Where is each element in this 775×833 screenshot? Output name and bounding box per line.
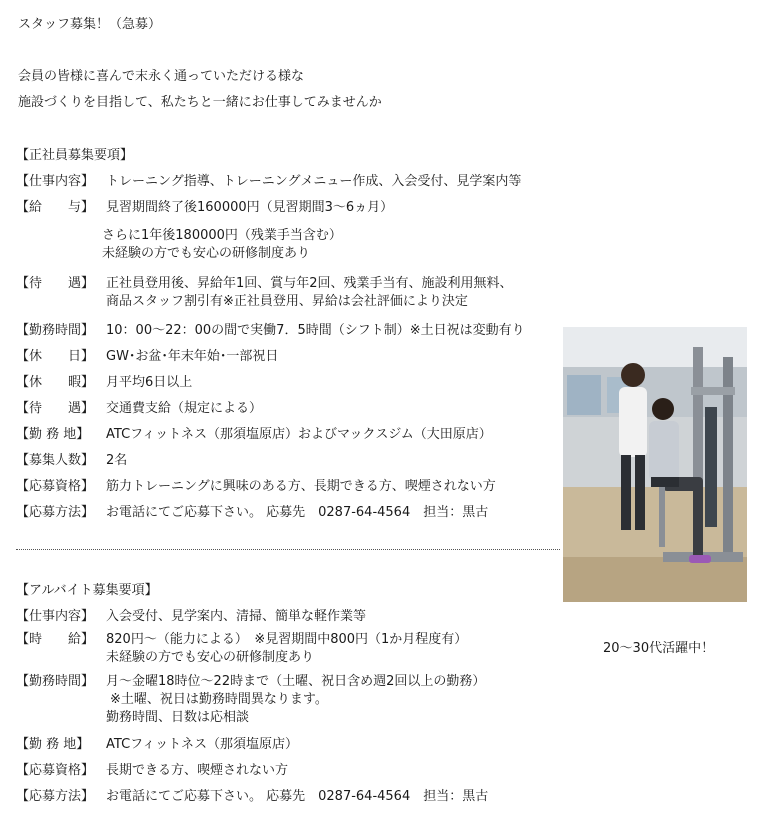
fulltime-benefit-label: 【待 遇】 <box>16 401 95 416</box>
fulltime-treatment-value-2: 商品スタッフ割引有※正社員登用、昇給は会社評価により決定 <box>106 294 468 309</box>
fulltime-apply-value: お電話にてご応募下さい。 応募先 0287-64-4564 担当：黒古 <box>106 505 489 520</box>
fulltime-job-value: トレーニング指導、トレーニングメニュー作成、入会受付、見学案内等 <box>106 174 522 189</box>
parttime-location-value: ATCフィットネス（那須塩原店） <box>106 737 298 752</box>
gym-training-photo <box>563 327 747 602</box>
parttime-wage-label: 【時 給】 <box>16 632 95 647</box>
photo-caption: 20～30代活躍中！ <box>603 641 715 656</box>
fulltime-treatment-label: 【待 遇】 <box>16 276 95 291</box>
intro-line-2: 施設づくりを目指して、私たちと一緒にお仕事してみませんか <box>18 95 382 110</box>
parttime-hours-value-3: 勤務時間、日数は応相談 <box>106 710 250 725</box>
parttime-location-label: 【勤 務 地】 <box>16 737 90 752</box>
section-divider <box>16 549 560 550</box>
parttime-apply-label: 【応募方法】 <box>16 789 95 804</box>
fulltime-vacation-label: 【休 暇】 <box>16 375 95 390</box>
fulltime-location-label: 【勤 務 地】 <box>16 427 90 442</box>
parttime-hours-label: 【勤務時間】 <box>16 674 95 689</box>
parttime-job-label: 【仕事内容】 <box>16 609 95 624</box>
fulltime-salary-value-3: 未経験の方でも安心の研修制度あり <box>102 246 311 261</box>
fulltime-vacation-value: 月平均6日以上 <box>106 375 193 390</box>
parttime-wage-value-1: 820円～（能力による） ※見習期間中800円（1か月程度有） <box>106 632 468 647</box>
fulltime-heading: 【正社員募集要項】 <box>16 148 134 163</box>
fulltime-location-value: ATCフィットネス（那須塩原店）およびマックスジム（大田原店） <box>106 427 492 442</box>
fulltime-qualification-value: 筋力トレーニングに興味のある方、長期できる方、喫煙されない方 <box>106 479 496 494</box>
fulltime-apply-label: 【応募方法】 <box>16 505 95 520</box>
fulltime-benefit-value: 交通費支給（規定による） <box>106 401 263 416</box>
intro-line-1: 会員の皆様に喜んで末永く通っていただける様な <box>18 69 305 84</box>
parttime-hours-value-1: 月～金曜18時位～22時まで（土曜、祝日含め週2回以上の勤務） <box>106 674 486 689</box>
fulltime-count-value: 2名 <box>106 453 128 468</box>
parttime-apply-value: お電話にてご応募下さい。 応募先 0287-64-4564 担当：黒古 <box>106 789 489 804</box>
page-title: スタッフ募集！（急募） <box>18 17 162 32</box>
fulltime-treatment-value-1: 正社員登用後、昇給年1回、賞与年2回、残業手当有、施設利用無料、 <box>106 276 513 291</box>
fulltime-qualification-label: 【応募資格】 <box>16 479 95 494</box>
fulltime-salary-label: 【給 与】 <box>16 200 95 215</box>
fulltime-holiday-value: GW･お盆･年末年始･一部祝日 <box>106 349 279 364</box>
fulltime-job-label: 【仕事内容】 <box>16 174 95 189</box>
parttime-wage-value-2: 未経験の方でも安心の研修制度あり <box>106 650 315 665</box>
parttime-hours-value-2: ※土曜、祝日は勤務時間異なります。 <box>110 692 328 707</box>
parttime-job-value: 入会受付、見学案内、清掃、簡単な軽作業等 <box>106 609 367 624</box>
fulltime-salary-value-1: 見習期間終了後160000円（見習期間3～6ヵ月） <box>106 200 394 215</box>
parttime-qualification-value: 長期できる方、喫煙されない方 <box>106 763 289 778</box>
fulltime-count-label: 【募集人数】 <box>16 453 95 468</box>
fulltime-salary-value-2: さらに1年後180000円（残業手当含む） <box>102 228 342 243</box>
fulltime-hours-value: 10：00～22：00の間で実働7．5時間（シフト制）※土日祝は変動有り <box>106 323 525 338</box>
fulltime-hours-label: 【勤務時間】 <box>16 323 95 338</box>
parttime-heading: 【アルバイト募集要項】 <box>16 583 158 598</box>
parttime-qualification-label: 【応募資格】 <box>16 763 95 778</box>
fulltime-holiday-label: 【休 日】 <box>16 349 95 364</box>
